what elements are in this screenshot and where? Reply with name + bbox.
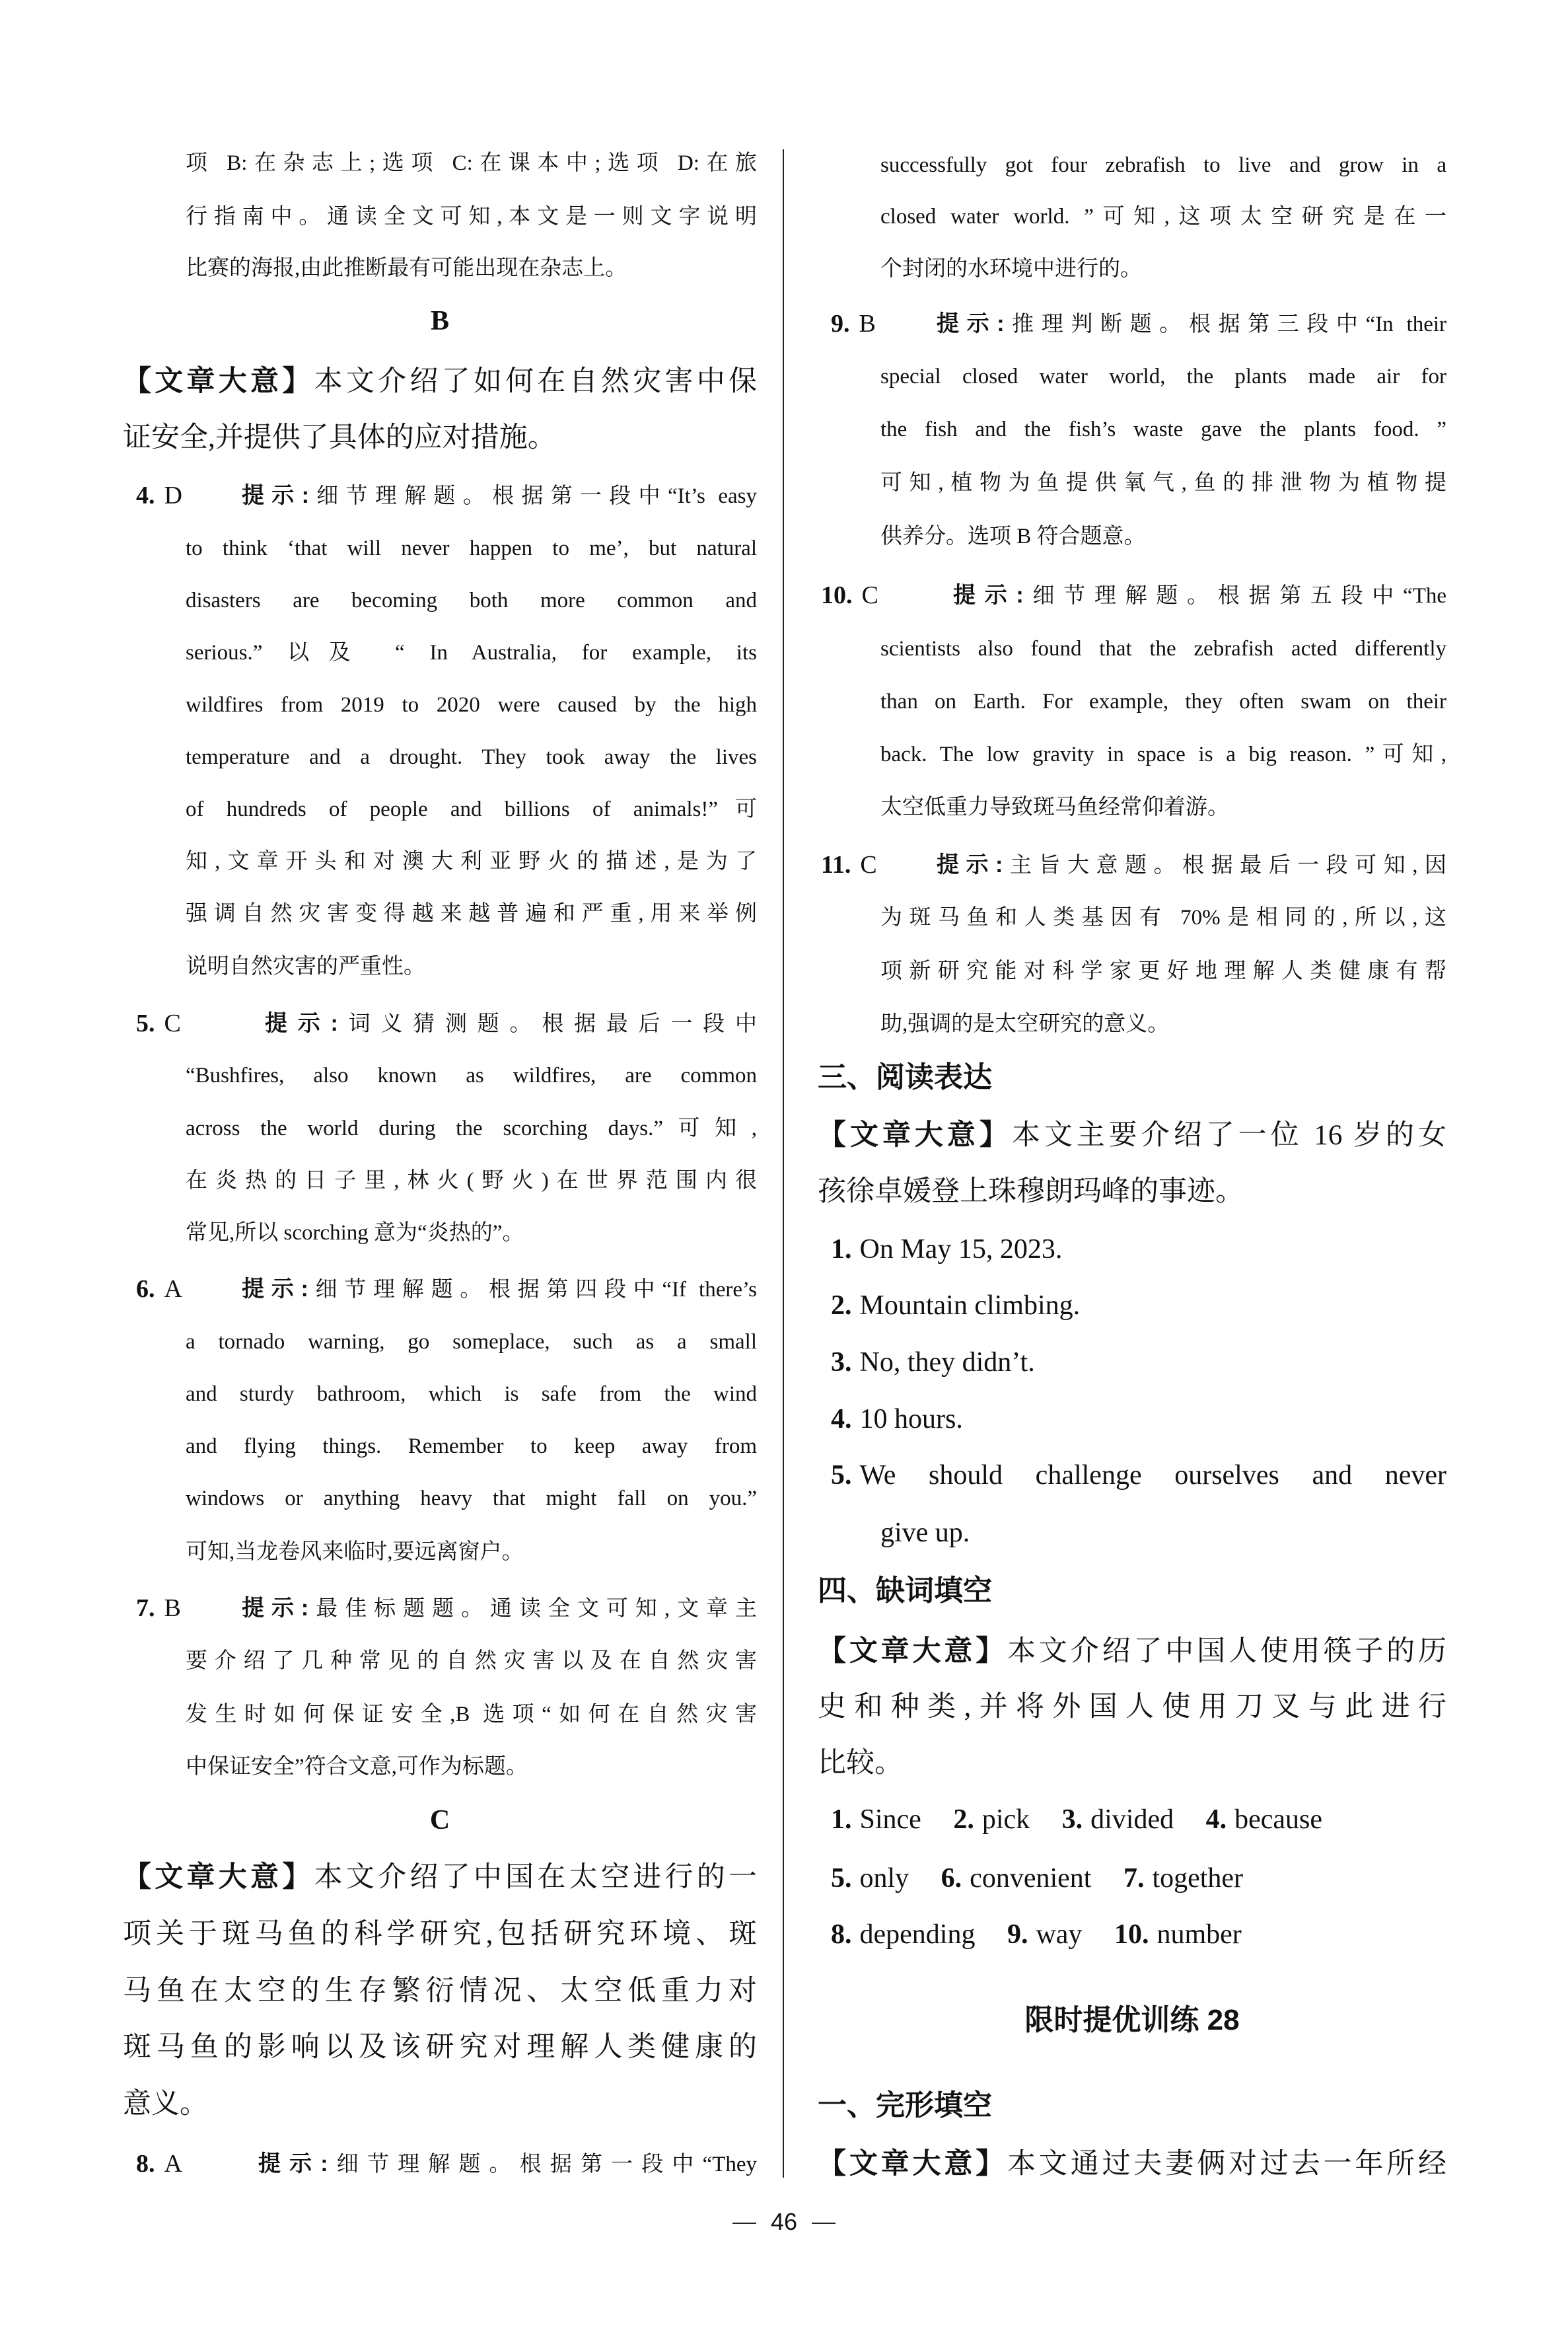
answer-text: On May 15, 2023. (859, 1234, 1063, 1265)
answer-number: 10. (1114, 1919, 1149, 1950)
hint-label: 提示: (242, 483, 309, 508)
answer-item (831, 1286, 1080, 1325)
summary-line: 项关于斑马鱼的科学研究,包括研究环境、斑 (123, 1919, 757, 1950)
answer-number: 7. (1123, 1863, 1145, 1894)
hint-text: 细节理解题。根据第一段中“It’s easy (308, 484, 758, 508)
answer-text: Since (859, 1804, 921, 1835)
answer-letter: C (164, 1010, 181, 1037)
page-number (0, 2202, 1568, 2242)
question-number (136, 1269, 182, 1309)
question-number (136, 476, 182, 515)
answer-row (831, 1800, 1347, 1839)
hint-text: 最佳标题题。通读全文可知,文章主 (308, 1597, 758, 1621)
answer-item (831, 1230, 1062, 1269)
summary-line (818, 2144, 1446, 2184)
qnum: 5. (136, 1010, 155, 1037)
text-line: the fish and the fish’s waste gave the plants food. ” (880, 418, 1446, 441)
hint-text: 推理判断题。根据第三段中“In their (1004, 313, 1447, 336)
hint-label: 提示: (242, 1276, 308, 1302)
answer-number: 3. (831, 1347, 852, 1378)
answer-item (1123, 1863, 1243, 1894)
answer-number: 4. (1205, 1804, 1227, 1835)
answer-text: together (1152, 1863, 1244, 1894)
answer-item (831, 1919, 975, 1950)
page-number-text: 46 (770, 2208, 798, 2235)
text-line: back. The low gravity in space is a big reason. ”可知, (880, 743, 1446, 766)
summary-line (818, 1115, 1446, 1155)
answer-item (831, 1343, 1035, 1382)
summary-line (123, 1857, 757, 1897)
answer-number: 1. (831, 1234, 852, 1265)
qnum: 9. (831, 310, 850, 338)
text-line: and sturdy bathroom, which is safe from the wind (186, 1382, 757, 1406)
summary-line: 证安全,并提供了具体的应对措施。 (123, 422, 556, 453)
text-line: closed water world. ”可知,这项太空研究是在一 (880, 205, 1446, 229)
summary-text: 本文通过夫妻俩对过去一年所经 (1007, 2149, 1447, 2180)
summary-line: 马鱼在太空的生存繁衍情况、太空低重力对 (123, 1975, 757, 2007)
text-line: 个封闭的水环境中进行的。 (880, 257, 1142, 281)
text-line: and flying things. Remember to keep away from (186, 1434, 757, 1458)
text-line: 助,强调的是太空研究的意义。 (880, 1012, 1170, 1036)
text-line: 中保证安全”符合文意,可作为标题。 (186, 1755, 528, 1779)
answer-number: 6. (941, 1863, 962, 1894)
text-line: temperature and a drought. They took away the lives (186, 745, 757, 769)
summary-line: 意义。 (123, 2088, 208, 2120)
qnum: 4. (136, 482, 155, 509)
text-line: 为斑马鱼和人类基因有 70%是相同的,所以,这 (880, 906, 1446, 930)
hint-label: 提示: (265, 1011, 338, 1036)
training-title: 限时提优训练 28 (1024, 2004, 1240, 2036)
answer-text: because (1234, 1804, 1323, 1835)
hint-label: 提示: (937, 852, 1003, 877)
text-line: 项 B:在杂志上;选项 C:在课本中;选项 D:在旅 (186, 151, 757, 175)
answer-letter: A (164, 2150, 182, 2178)
text-line: 可知,当龙卷风来临时,要远离窗户。 (186, 1540, 524, 1564)
answer-number: 5. (831, 1863, 852, 1894)
text-line: to think ‘that will never happen to me’, but natural (186, 536, 757, 560)
dash-decoration (732, 2223, 756, 2224)
answer-letter: C (860, 851, 877, 879)
passage-heading-c: C (429, 1805, 450, 1835)
answer-item (1206, 1804, 1322, 1835)
hint-line (242, 1269, 757, 1309)
summary-line: 孩徐卓媛登上珠穆朗玛峰的事迹。 (818, 1176, 1244, 1207)
answer-text: We should challenge ourselves and never (859, 1460, 1446, 1491)
text-line: 太空低重力导致斑马鱼经常仰着游。 (880, 795, 1229, 819)
answer-number: 4. (831, 1404, 852, 1434)
answer-text: divided (1090, 1804, 1174, 1835)
answer-text: convenient (970, 1863, 1092, 1894)
summary-line (123, 361, 757, 401)
hint-text: 词义猜测题。根据最后一段中 (338, 1012, 758, 1036)
summary-line: 斑马鱼的影响以及该研究对理解人类健康的 (123, 2032, 757, 2063)
question-number (136, 1004, 181, 1043)
text-line: 常见,所以 scorching 意为“炎热的”。 (186, 1221, 524, 1245)
qnum: 6. (136, 1275, 155, 1303)
summary-label: 【文章大意】 (123, 1861, 314, 1893)
summary-text: 本文介绍了如何在自然灾害中保 (314, 366, 758, 397)
summary-line: 史和种类,并将外国人使用刀叉与此进行 (818, 1691, 1446, 1722)
answer-item (831, 1863, 909, 1894)
text-line: across the world during the scorching days.”可知, (186, 1117, 757, 1140)
answer-item (831, 1804, 921, 1835)
qnum: 10. (821, 581, 853, 609)
summary-text: 本文主要介绍了一位 16 岁的女 (1011, 1120, 1447, 1151)
answer-letter: D (164, 482, 182, 509)
answer-text: way (1036, 1919, 1083, 1950)
summary-text: 本文介绍了中国人使用筷子的历 (1007, 1636, 1447, 1667)
question-number (821, 845, 877, 885)
qnum: 11. (821, 851, 851, 879)
answer-item (831, 1456, 1446, 1495)
text-line: 要介绍了几种常见的自然灾害以及在自然灾害 (186, 1649, 757, 1673)
hint-label: 提示: (937, 311, 1005, 336)
summary-label: 【文章大意】 (818, 1119, 1012, 1151)
answer-letter: B (164, 1594, 181, 1622)
answer-text: Mountain climbing. (859, 1290, 1081, 1321)
answer-number: 8. (831, 1919, 852, 1950)
answer-number: 3. (1061, 1804, 1083, 1835)
summary-text: 本文介绍了中国在太空进行的一 (314, 1862, 758, 1893)
text-line: scientists also found that the zebrafish acted differently (880, 637, 1446, 661)
passage-heading-b: B (430, 306, 449, 336)
answer-item (953, 1804, 1030, 1835)
text-line: windows or anything heavy that might fall on you.” (186, 1487, 757, 1510)
text-line: 供养分。选项 B 符合题意。 (880, 525, 1146, 548)
answer-letter: A (164, 1275, 182, 1303)
text-line: 知,文章开头和对澳大利亚野火的描述,是为了 (186, 850, 757, 873)
qnum: 7. (136, 1594, 155, 1622)
text-line: 可知,植物为鱼提供氧气,鱼的排泄物为植物提 (880, 471, 1446, 495)
summary-line (818, 1631, 1446, 1671)
answer-item (941, 1863, 1092, 1894)
summary-label: 【文章大意】 (818, 2148, 1008, 2180)
text-line: 行指南中。通读全文可知,本文是一则文字说明 (186, 205, 757, 229)
hint-label: 提示: (258, 2151, 328, 2176)
hint-line (258, 2144, 757, 2184)
hint-line (265, 1004, 757, 1043)
answer-number: 2. (953, 1804, 974, 1835)
answer-number: 9. (1007, 1919, 1028, 1950)
answer-number: 1. (831, 1804, 852, 1835)
text-line: serious.” 以及 “ In Australia, for example, its (186, 641, 757, 665)
hint-text: 主旨大意题。根据最后一段可知,因 (1003, 854, 1446, 877)
text-line: than on Earth. For example, they often swam on their (880, 690, 1446, 714)
answer-item (831, 1399, 963, 1439)
hint-line (953, 575, 1446, 615)
answer-row (831, 1915, 1267, 1954)
question-number (136, 1588, 181, 1628)
question-number (821, 575, 878, 615)
answer-text: number (1157, 1919, 1242, 1950)
answer-text: depending (859, 1919, 976, 1950)
answer-item (1007, 1919, 1082, 1950)
answer-item (1114, 1919, 1242, 1950)
column-divider (783, 856, 784, 2178)
answer-text: No, they didn’t. (859, 1347, 1035, 1378)
qnum: 8. (136, 2150, 155, 2178)
text-line: “Bushfires, also known as wildfires, are common (186, 1064, 757, 1088)
text-line: 强调自然灾害变得越来越普遍和严重,用来举例 (186, 902, 757, 926)
text-line: successfully got four zebrafish to live and grow in a (880, 153, 1446, 177)
answer-text: pick (981, 1804, 1030, 1835)
text-line: of hundreds of people and billions of animals!”可 (186, 797, 757, 821)
column-divider (783, 149, 784, 856)
summary-line: 比较。 (818, 1748, 903, 1779)
text-line: 发生时如何保证安全,B 选项“如何在自然灾害 (186, 1703, 757, 1726)
question-number (136, 2144, 182, 2184)
summary-label: 【文章大意】 (818, 1635, 1008, 1667)
text-line: a tornado warning, go someplace, such as a small (186, 1330, 757, 1354)
text-line: 比赛的海报,由此推断最有可能出现在杂志上。 (186, 256, 627, 280)
hint-line (242, 476, 757, 515)
summary-label: 【文章大意】 (123, 365, 314, 397)
answer-number: 5. (831, 1460, 852, 1491)
hint-line (242, 1588, 757, 1628)
text-line: 在炎热的日子里,林火(野火)在世界范围内很 (186, 1169, 757, 1193)
answer-continuation: give up. (880, 1518, 970, 1548)
hint-text: 细节理解题。根据第一段中“They (328, 2153, 757, 2176)
text-line: disasters are becoming both more common and (186, 589, 757, 612)
text-line: wildfires from 2019 to 2020 were caused by the high (186, 693, 757, 717)
hint-line (937, 304, 1446, 344)
hint-line (937, 845, 1446, 885)
text-line: 项新研究能对科学家更好地理解人类健康有帮 (880, 959, 1446, 983)
section-title-reading-expression: 三、阅读表达 (818, 1061, 992, 1093)
dash-decoration (812, 2223, 836, 2224)
answer-row (831, 1859, 1268, 1898)
section-title-cloze: 一、完形填空 (818, 2089, 992, 2122)
question-number (831, 304, 876, 344)
answer-number: 2. (831, 1290, 852, 1321)
section-title-missing-words: 四、缺词填空 (818, 1574, 992, 1607)
text-line: special closed water world, the plants made air for (880, 365, 1446, 388)
hint-text: 细节理解题。根据第五段中“The (1023, 584, 1447, 608)
answer-letter: B (859, 310, 876, 338)
answer-text: only (859, 1863, 909, 1894)
hint-label: 提示: (953, 583, 1024, 608)
hint-text: 细节理解题。根据第四段中“If there’s (308, 1278, 757, 1302)
text-line: 说明自然灾害的严重性。 (186, 955, 425, 978)
answer-letter: C (861, 581, 878, 609)
hint-label: 提示: (242, 1596, 309, 1621)
answer-text: 10 hours. (859, 1404, 963, 1434)
answer-item (1062, 1804, 1174, 1835)
